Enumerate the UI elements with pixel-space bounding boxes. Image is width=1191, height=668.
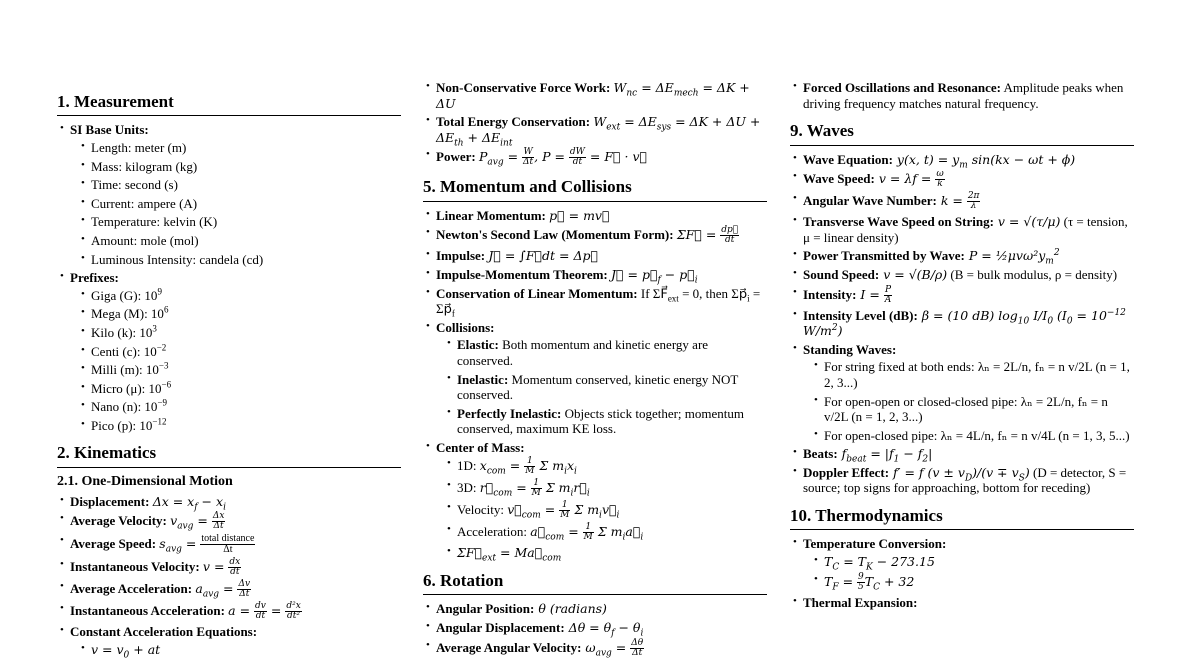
term-label: Power:	[436, 149, 476, 165]
prefix-name: Micro (μ): 10	[91, 380, 162, 396]
term-label: Sound Speed:	[803, 266, 880, 282]
prefix-name: Pico (p): 10	[91, 417, 153, 433]
equation: v = √(B/ρ)	[879, 266, 948, 282]
list-item	[790, 80, 1134, 111]
description: (D = detector, S = source; top signs for approaching, bottom for receding)	[803, 464, 1127, 496]
list-item	[790, 308, 1134, 339]
column-1	[57, 92, 401, 667]
standing-waves-list	[803, 359, 1134, 443]
prefix-name: Centi (c): 10	[91, 343, 157, 359]
equation: $\Delta x = x_f - x_i$	[152, 493, 226, 513]
description: (B = bulk modulus, ρ = density)	[947, 266, 1118, 282]
prefix-exp: −6	[161, 379, 172, 390]
term-label: Average Angular Velocity:	[436, 639, 582, 655]
term-label: Doppler Effect:	[803, 464, 890, 480]
term-label: Linear Momentum:	[436, 207, 546, 223]
prefix-name: Milli (m): 10	[91, 362, 159, 378]
kinematics-list	[57, 493, 401, 661]
list-item: • Luminous Intensity: candela (cd)	[78, 252, 401, 268]
list-item: • Current: ampere (A)	[78, 196, 401, 212]
list-item	[57, 493, 401, 513]
list-item	[57, 122, 401, 267]
term-label: SI Base Units:	[70, 122, 149, 138]
equation: v = λf = $\frac{\omega}{k}$	[874, 169, 944, 190]
list-item	[423, 248, 767, 264]
equation: $P_{avg}$ = $\frac{W}{\Delta t}$ , P = $\frac{dW}{dt}$ = F⃗ · v⃗	[478, 147, 648, 168]
equation: I = $\frac{P}{A}$	[856, 284, 892, 305]
term-label: Non-Conservative Force Work:	[436, 80, 611, 95]
list-item: • Length: meter (m)	[78, 140, 401, 156]
list-item	[78, 306, 401, 322]
list-item	[423, 266, 767, 286]
section-thermodynamics	[790, 506, 1134, 610]
list-item	[78, 344, 401, 360]
list-item: • Acceleration: $a⃗_{com}$ = $\frac{1}{M}$ Σ $m_ia⃗_i$	[444, 523, 767, 542]
term-label: Beats:	[803, 446, 838, 462]
list-item	[423, 320, 767, 437]
list-item: • Perfectly Inelastic: Objects stick together; momentum conserved, maximum KE loss.	[444, 406, 767, 437]
term-label: Wave Equation:	[803, 151, 893, 167]
list-item: • $T_F$ = $\frac{9}{5}$ $T_C + 32$	[811, 573, 1134, 592]
collisions-list	[436, 337, 767, 437]
list-item	[790, 595, 1134, 611]
term-label: Constant Acceleration Equations:	[70, 624, 258, 640]
equation: v = $\frac{dx}{dt}$	[202, 557, 241, 578]
equation: $\omega_{avg}$ = $\frac{\Delta\theta}{\Delta t}$	[581, 637, 644, 659]
prefix-exp: 3	[152, 323, 157, 334]
term-label: Average Speed:	[70, 536, 157, 552]
list-item: • Inelastic: Momentum conserved, kinetic energy NOT conserved.	[444, 372, 767, 403]
list-item	[57, 624, 401, 661]
prefix-exp: 9	[157, 286, 162, 297]
term-label: Collisions:	[436, 319, 495, 335]
list-item: • For open-closed pipe: λₙ = 4L/n, fₙ = n v/4L (n = 1, 3, 5...)	[811, 428, 1134, 444]
term-label: Angular Wave Number:	[803, 193, 937, 209]
prefix-name: Giga (G): 10	[91, 287, 158, 303]
list-item	[790, 536, 1134, 591]
section-measurement	[57, 92, 401, 433]
equation: $v = v_0$ + at	[91, 641, 161, 661]
column-3	[790, 80, 1134, 620]
term-label: Thermal Expansion:	[803, 594, 918, 610]
list-item	[423, 80, 767, 111]
term-label: Instantaneous Velocity:	[70, 559, 200, 575]
equation: $a_{avg}$ = $\frac{\Delta v}{\Delta t}$	[195, 579, 251, 600]
prefix-name: Mega (M): 10	[91, 306, 164, 322]
section-rotation	[423, 571, 767, 658]
section-title: 10. Thermodynamics	[790, 506, 1134, 530]
list-item	[423, 601, 767, 617]
list-item: • 1D: $x_{com}$ = $\frac{1}{M}$ Σ $m_ix_i$	[444, 457, 767, 476]
description: Amplitude peaks when driving frequency matches natural frequency.	[803, 80, 1124, 111]
prefix-exp: −3	[158, 360, 169, 371]
list-item	[78, 399, 401, 415]
list-item	[57, 512, 401, 531]
section-title: 5. Momentum and Collisions	[423, 177, 767, 201]
list-item	[423, 226, 767, 245]
list-item	[57, 580, 401, 599]
equation: J⃗ = $p⃗_f$ − $p⃗_i$	[611, 266, 698, 286]
list-item	[423, 208, 767, 224]
term-label: Transverse Wave Speed on String:	[803, 214, 994, 230]
list-item	[78, 362, 401, 378]
equation: J⃗ = ∫F⃗dt = Δp⃗	[488, 248, 598, 264]
list-item: • For open-open or closed-closed pipe: λₙ = 2L/n, fₙ = n v/2L (n = 1, 2, 3...)	[811, 394, 1134, 425]
equation: f′ = f $(v \pm v_D)/(v \mp v_S)$	[889, 464, 1030, 484]
list-item	[423, 620, 767, 639]
term-label: Standing Waves:	[803, 341, 897, 357]
section-title: 6. Rotation	[423, 571, 767, 595]
equation: ΣF⃗ = $\frac{dp⃗}{dt}$	[676, 225, 739, 246]
equation: y(x, $t) = y_m$ sin(kx − ωt + ϕ)	[892, 151, 1076, 171]
term-label: Center of Mass:	[436, 439, 525, 455]
rotation-list	[423, 601, 767, 657]
list-item	[790, 170, 1134, 189]
equation: $W_{nc} = \Delta E_{mech} = \Delta K + \Delta U$	[436, 80, 750, 111]
list-item	[790, 342, 1134, 444]
section-title: 1. Measurement	[57, 92, 401, 116]
list-item: • Elastic: Both momentum and kinetic energy are conserved.	[444, 337, 767, 368]
equation: $W_{ext} = \Delta E_{sys} = \Delta K + \Delta U + \Delta E_{th} + \Delta E_{int}$	[436, 114, 761, 149]
list-item	[57, 558, 401, 577]
list-item	[790, 267, 1134, 283]
list-item	[78, 288, 401, 304]
list-item	[790, 248, 1134, 267]
equation: a = $\frac{dv}{dt}$ = $\frac{\text{d²x}}{\text{dt²}}$	[228, 601, 301, 622]
equation: v = √(τ/μ)	[993, 214, 1061, 230]
list-item	[790, 151, 1134, 171]
const-accel-list	[70, 641, 401, 661]
equation: $s_{avg}$ = $\frac{\text{total distance}}{\Delta t}$	[159, 533, 255, 556]
term-label: Displacement:	[70, 493, 150, 509]
oscillation-list	[790, 80, 1134, 111]
section-momentum	[423, 177, 767, 564]
list-item	[57, 270, 401, 433]
term-label: Total Energy Conservation:	[436, 114, 591, 130]
equation: $P = \frac{1}{2}\mu v\omega^2y_m^2$	[964, 248, 1060, 267]
si-list	[70, 140, 401, 267]
equation: $v_{avg}$ = $\frac{\Delta x}{\Delta t}$	[170, 511, 225, 532]
list-item: • Amount: mole (mol)	[78, 233, 401, 249]
list-item	[790, 214, 1134, 245]
list-item	[790, 192, 1134, 211]
list-item: • $T_C = T_K - 273.15$	[811, 554, 1134, 570]
list-item	[57, 602, 401, 621]
prefix-exp: −9	[157, 397, 168, 408]
column-2	[423, 80, 767, 668]
term-label: Newton's Second Law (Momentum Form):	[436, 227, 674, 243]
prefix-name: Kilo (k): 10	[91, 324, 153, 340]
measurement-list	[57, 122, 401, 433]
term-label: Angular Position:	[436, 601, 535, 617]
list-item	[790, 446, 1134, 465]
list-item: • Velocity: $v⃗_{com}$ = $\frac{1}{M}$ Σ $m_iv⃗_i$	[444, 501, 767, 520]
term-label: Impulse-Momentum Theorem:	[436, 266, 608, 282]
section-title: 2. Kinematics	[57, 443, 401, 467]
list-item	[423, 639, 767, 658]
center-of-mass-list	[436, 456, 767, 564]
list-item	[790, 286, 1134, 305]
waves-list	[790, 152, 1134, 497]
list-item: • Mass: kilogram (kg)	[78, 159, 401, 175]
term-label: Intensity Level (dB):	[803, 307, 918, 323]
term-label: Impulse:	[436, 248, 486, 264]
energy-list	[423, 80, 767, 167]
list-item	[423, 148, 767, 167]
equation: p⃗ = mv⃗	[549, 207, 610, 223]
prefix-exp: −12	[152, 416, 167, 427]
term-label: Intensity:	[803, 286, 857, 302]
section-kinematics	[57, 443, 401, 661]
subsection-title: 2.1. One-Dimensional Motion	[57, 473, 233, 489]
term-label: Temperature Conversion:	[803, 536, 947, 552]
term-label: Prefixes:	[70, 270, 119, 286]
prefix-name: Nano (n): 10	[91, 399, 158, 415]
list-item	[423, 114, 767, 149]
list-item	[57, 534, 401, 555]
description: (τ = tension, μ = linear density)	[803, 214, 1128, 245]
list-item	[78, 418, 401, 434]
list-item	[78, 325, 401, 341]
section-title: 9. Waves	[790, 121, 1134, 145]
equation: $\Delta\theta = \theta_f - \theta_i$	[564, 620, 644, 639]
description: If $\Sigma F⃗_{ext} = 0$, then $\Sigma p⃗_i$ = $\Sigma p⃗_f$	[436, 285, 761, 319]
term-label: Power Transmitted by Wave:	[803, 248, 965, 264]
equation: k = $\frac{2\pi}{\lambda}$	[936, 191, 980, 212]
momentum-list	[423, 207, 767, 564]
temp-conversion-list	[803, 554, 1134, 592]
section-waves	[790, 121, 1134, 496]
equation: $f_{beat} = |f_1 - f_2|$	[837, 446, 933, 465]
list-item: • Temperature: kelvin (K)	[78, 214, 401, 230]
term-label: Average Velocity:	[70, 513, 167, 529]
list-item	[790, 465, 1134, 496]
equation: θ (radians)	[534, 601, 607, 617]
list-item: • Time: second (s)	[78, 177, 401, 193]
thermo-list	[790, 536, 1134, 610]
term-label: Forced Oscillations and Resonance:	[803, 80, 1002, 95]
term-label: Instantaneous Acceleration:	[70, 603, 225, 619]
prefix-list	[70, 288, 401, 434]
term-label: Conservation of Linear Momentum:	[436, 285, 638, 301]
equation: β = (10 dB) $\log_{10} I/I_0$ ($I_0 = 10^{-12}$ $W/m^2$)	[803, 307, 1126, 339]
list-item: • 3D: $r⃗_{com}$ = $\frac{1}{M}$ Σ $m_ir⃗_i$	[444, 479, 767, 498]
prefix-exp: 6	[163, 305, 169, 315]
term-label: Angular Displacement:	[436, 620, 565, 636]
list-item	[78, 381, 401, 397]
term-label: Average Acceleration:	[70, 581, 193, 597]
term-label: Wave Speed:	[803, 171, 875, 187]
list-item	[78, 641, 401, 661]
prefix-exp: −2	[156, 342, 167, 353]
list-item: • For string fixed at both ends: λₙ = 2L/n, fₙ = n v/2L (n = 1, 2, 3...)	[811, 359, 1134, 390]
list-item	[423, 439, 767, 564]
list-item	[423, 286, 767, 317]
list-item: • $\Sigma F⃗_{ext}$ = $Ma⃗_{com}$	[444, 545, 767, 561]
